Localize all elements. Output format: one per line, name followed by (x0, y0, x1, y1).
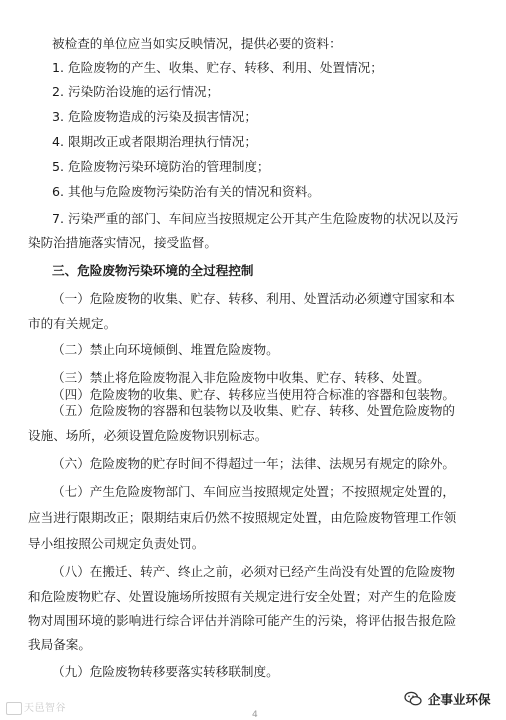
text-line: 导小组按照公司规定负责处罚。 (28, 536, 205, 551)
text-line: 和危险废物贮存、处置设施场所按照有关规定进行安全处置；对产生的危险废 (28, 589, 457, 604)
text-line: （九）危险废物转移要落实转移联制度。 (52, 664, 279, 679)
list-item: 2. 污染防治设施的运行情况； (52, 84, 220, 99)
list-item: 7. 污染严重的部门、车间应当按照规定公开其产生危险废物的状况以及污 (52, 211, 459, 226)
text-line: （四）危险废物的收集、贮存、转移应当使用符合标准的容器和包装物。 (52, 387, 455, 402)
section-heading: 三、危险废物污染环境的全过程控制 (52, 263, 254, 278)
text-line: 物对周围环境的影响进行综合评估并消除可能产生的污染，将评估报告报危险 (28, 613, 457, 628)
text-line: 市的有关规定。 (28, 316, 117, 331)
list-item: 6. 其他与危险废物污染防治有关的情况和资料。 (52, 184, 320, 199)
page-number: 4 (252, 710, 258, 720)
text-line: 染防治措施落实情况，接受监督。 (28, 235, 217, 250)
text-line: 应当进行限期改正；限期结束后仍然不按照规定处置，由危险废物管理工作领 (28, 510, 457, 525)
text-line: 设施、场所，必须设置危险废物识别标志。 (28, 428, 268, 443)
list-item: 1. 危险废物的产生、收集、贮存、转移、利用、处置情况； (52, 60, 383, 75)
text-line: （一）危险废物的收集、贮存、转移、利用、处置活动必须遵守国家和本 (52, 291, 455, 306)
wechat-icon (404, 691, 422, 707)
text-line: 被检查的单位应当如实反映情况，提供必要的资料： (52, 36, 342, 51)
text-line: （二）禁止向环境倾倒、堆置危险废物。 (52, 342, 279, 357)
text-line: （三）禁止将危险废物混入非危险废物中收集、贮存、转移、处置。 (52, 370, 430, 385)
list-item: 5. 危险废物污染环境防治的管理制度； (52, 159, 270, 174)
text-line: （五）危险废物的容器和包装物以及收集、贮存、转移、处置危险废物的 (52, 403, 455, 418)
text-line: （八）在搬迁、转产、终止之前，必须对已经产生尚没有处置的危险废物 (52, 564, 455, 579)
watermark-right (404, 690, 491, 708)
watermark-left-text: 天邑智谷 (24, 703, 66, 714)
text-line: （七）产生危险废物部门、车间应当按照规定处置；不按照规定处置的， (52, 484, 455, 499)
watermark-left (6, 699, 66, 715)
image-icon (6, 702, 22, 715)
text-line: （六）危险废物的贮存时间不得超过一年；法律、法规另有规定的除外。 (52, 456, 455, 471)
watermark-right-text: 企事业环保 (428, 692, 491, 707)
list-item: 3. 危险废物造成的污染及损害情况； (52, 109, 257, 124)
list-item: 4. 限期改正或者限期治理执行情况； (52, 134, 257, 149)
text-line: 我局备案。 (28, 637, 91, 652)
